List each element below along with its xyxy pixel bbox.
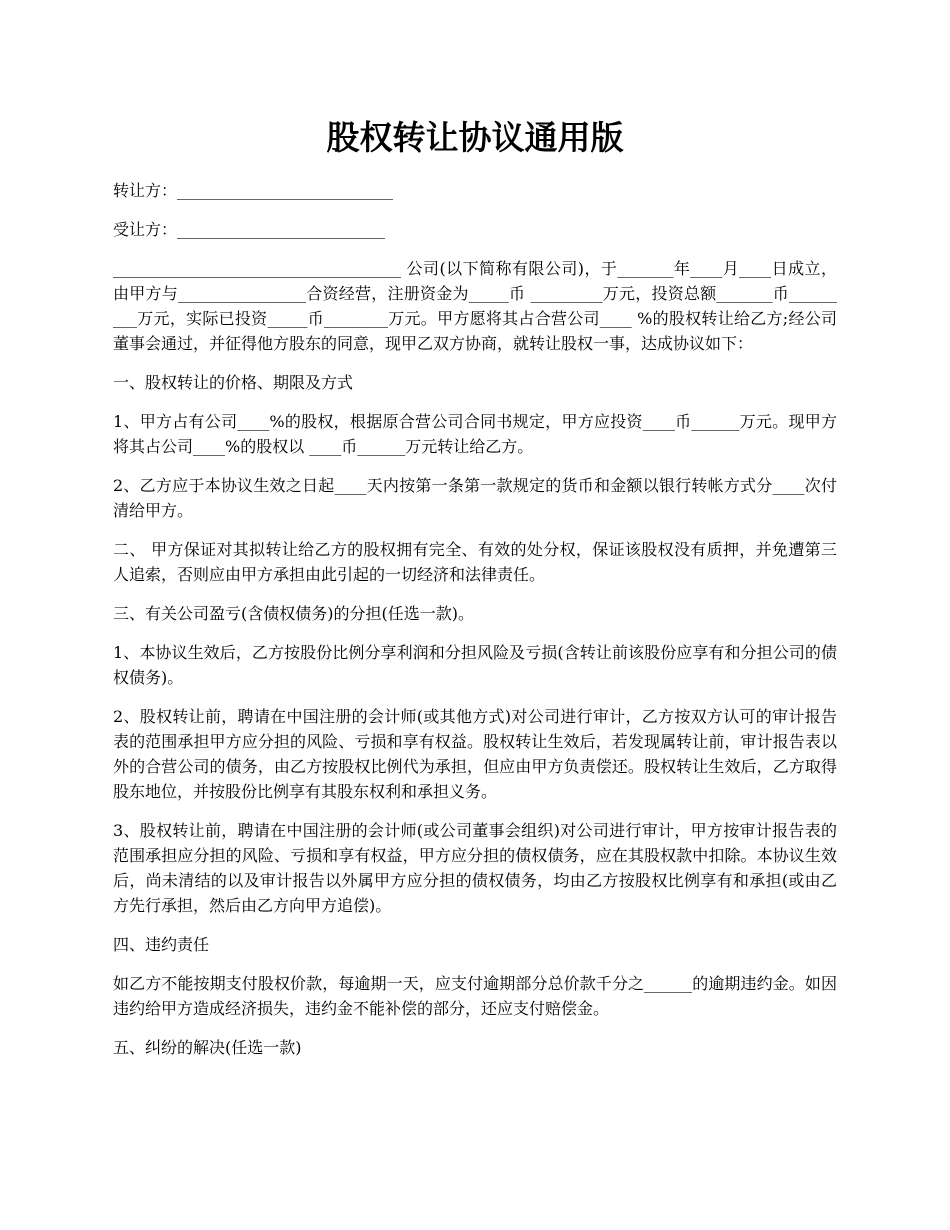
document-title: 股权转让协议通用版 <box>326 118 624 157</box>
intro-paragraph: ____________________________________ 公司(以下简称有限公司)，于_______年____月____日成立，由甲方与________________合资经营，注册资金为_____币 _________万元，投资总额_______币_________万元，实际已投资_____币________万元。甲方愿将其占合营公司____ %的股权转让给乙方;经公司董事会通过，并征得他方股东的同意，现甲乙双方协商，就转让股权一事，达成协议如下： <box>113 259 837 353</box>
section-heading-3: 三、有关公司盈亏(含债权债务)的分担(任选一款)。 <box>113 604 474 623</box>
clause-3-3: 3、股权转让前，聘请在中国注册的会计师(或公司董事会组织)对公司进行审计，甲方按审计报告表的范围承担应分担的风险、亏损和享有权益，甲方应分担的债权债务，应在其股权款中扣除。本协议生效后，尚未清结的以及审计报告以外属甲方应分担的债权债务，均由乙方按股权比例享有和承担(或由乙方先行承担，然后由乙方向甲方追偿)。 <box>113 821 837 915</box>
section-heading-4: 四、违约责任 <box>113 935 210 954</box>
transferor-line: 转让方：___________________________ <box>113 181 394 200</box>
clause-1-1: 1、甲方占有公司____%的股权，根据原合营公司合同书规定，甲方应投资____币______万元。现甲方将其占公司____%的股权以 ____币______万元转让给乙方。 <box>113 412 837 456</box>
transferee-line: 受让方：__________________________ <box>113 220 386 239</box>
section-heading-5: 五、纠纷的解决(任选一款) <box>113 1038 302 1057</box>
clause-1-2: 2、乙方应于本协议生效之日起____天内按第一条第一款规定的货币和金额以银行转帐方式分____次付清给甲方。 <box>113 476 837 520</box>
clause-3-2: 2、股权转让前，聘请在中国注册的会计师(或其他方式)对公司进行审计，乙方按双方认可的审计报告表的范围承担甲方应分担的风险、亏损和享有权益。股权转让生效后，若发现属转让前，审计报告表以外的合营公司的债务，由乙方按股权比例代为承担，但应由甲方负责偿还。股权转让生效后，乙方取得股东地位，并按股份比例享有其股东权利和承担义务。 <box>113 707 837 801</box>
document-body <box>113 178 837 1074</box>
clause-3-1: 1、本协议生效后，乙方按股份比例分享利润和分担风险及亏损(含转让前该股份应享有和分担公司的债权债务)。 <box>113 643 837 687</box>
section-2-paragraph: 二、 甲方保证对其拟转让给乙方的股权拥有完全、有效的处分权，保证该股权没有质押，并免遭第三人追索，否则应由甲方承担由此引起的一切经济和法律责任。 <box>113 540 837 584</box>
section-heading-1: 一、股权转让的价格、期限及方式 <box>113 373 354 392</box>
breach-paragraph: 如乙方不能按期支付股权价款，每逾期一天，应支付逾期部分总价款千分之______的逾期违约金。如因违约给甲方造成经济损失，违约金不能补偿的部分，还应支付赔偿金。 <box>113 974 837 1018</box>
